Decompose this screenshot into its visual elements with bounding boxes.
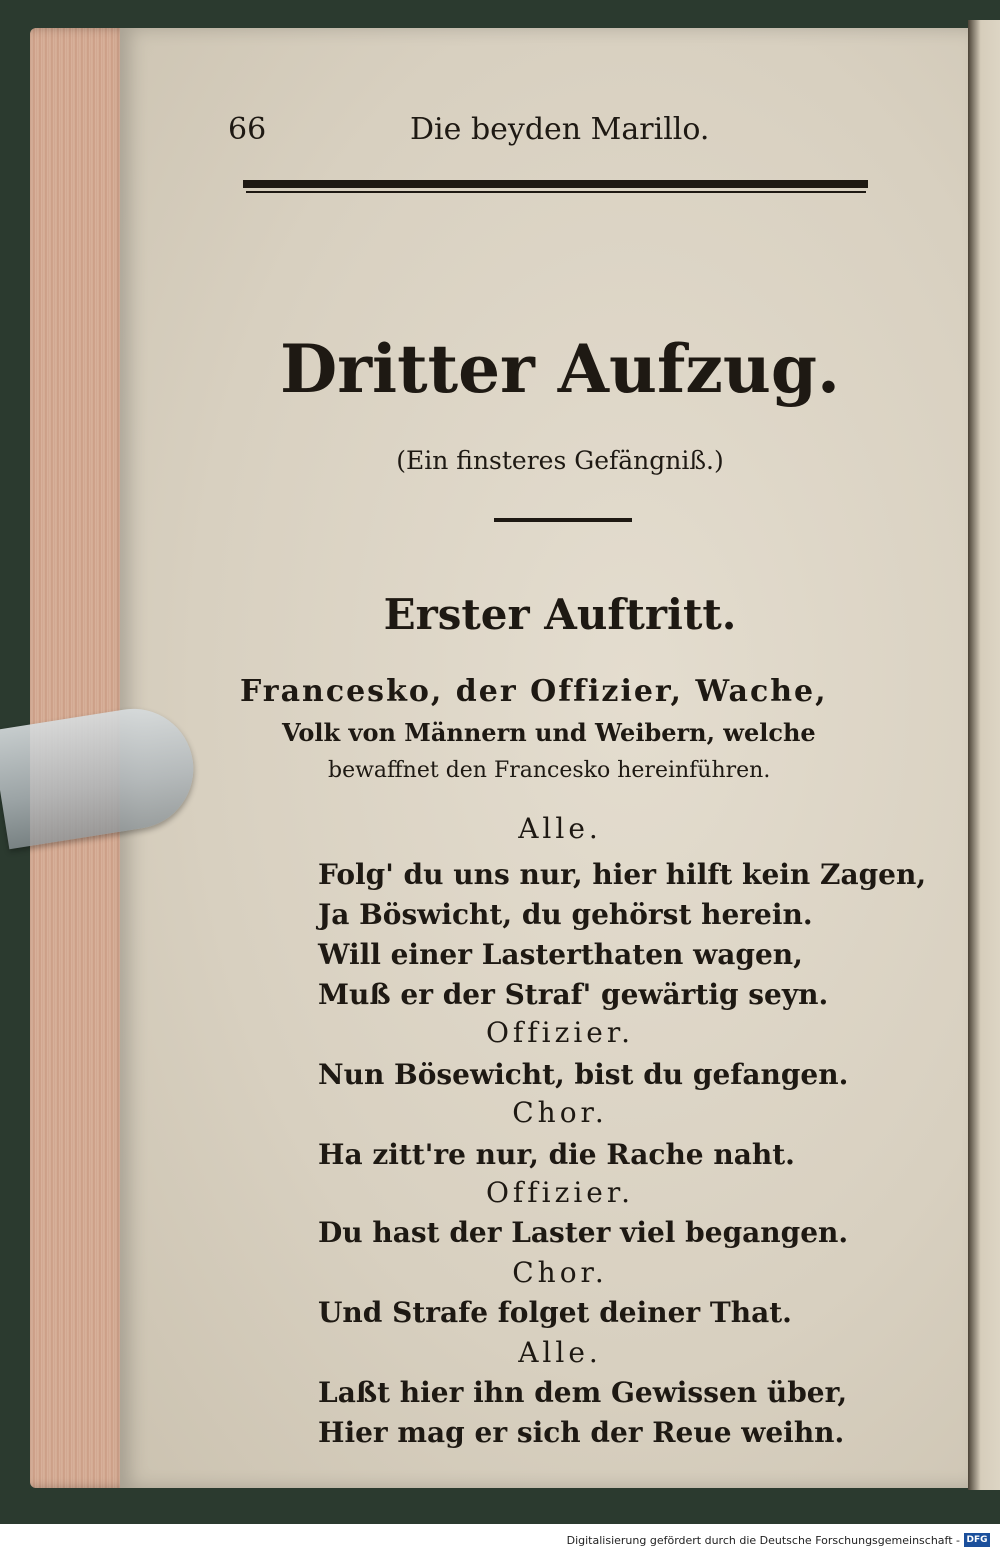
header-rule-thick [243,180,868,188]
scene-title: Erster Auftritt. [383,590,737,639]
act-title: Dritter Aufzug. [280,330,840,408]
section-divider [494,518,632,522]
speaker-label: Alle. [518,1336,602,1369]
verse-line: Muß er der Straf' gewärtig seyn. [318,978,829,1011]
funding-credit: Digitalisierung gefördert durch die Deutsche Forschungsgemeinschaft - [566,1534,960,1547]
speaker-label: Offizier. [485,1176,635,1209]
act-setting: (Ein finsteres Gefängniß.) [396,446,724,475]
dfg-logo: DFG [964,1533,990,1547]
verse-line: Nun Bösewicht, bist du gefangen. [318,1058,849,1091]
cast-line-3: bewaffnet den Francesko hereinführen. [328,758,771,783]
header-rule-thin [246,191,866,193]
speaker-label: Chor. [512,1256,608,1289]
running-title: Die beyden Marillo. [410,112,710,147]
speaker-label: Offizier. [485,1016,635,1049]
verse-line: Und Strafe folget deiner That. [318,1296,792,1329]
verse-line: Ha zitt're nur, die Rache naht. [318,1138,795,1171]
verse-line: Folg' du uns nur, hier hilft kein Zagen, [318,858,927,891]
page-number: 66 [228,112,267,147]
verse-line: Ja Böswicht, du gehörst herein. [318,898,813,931]
speaker-label: Alle. [518,812,602,845]
cast-line-2: Volk von Männern und Weibern, welche [282,718,816,747]
verse-line: Du hast der Laster viel begangen. [318,1216,849,1249]
verse-line: Hier mag er sich der Reue weihn. [318,1416,845,1449]
verse-line: Will einer Lasterthaten wagen, [318,938,803,971]
verse-line: Laßt hier ihn dem Gewissen über, [318,1376,848,1409]
cast-line-1: Francesko, der Offizier, Wache, [240,674,828,709]
speaker-label: Chor. [512,1096,608,1129]
